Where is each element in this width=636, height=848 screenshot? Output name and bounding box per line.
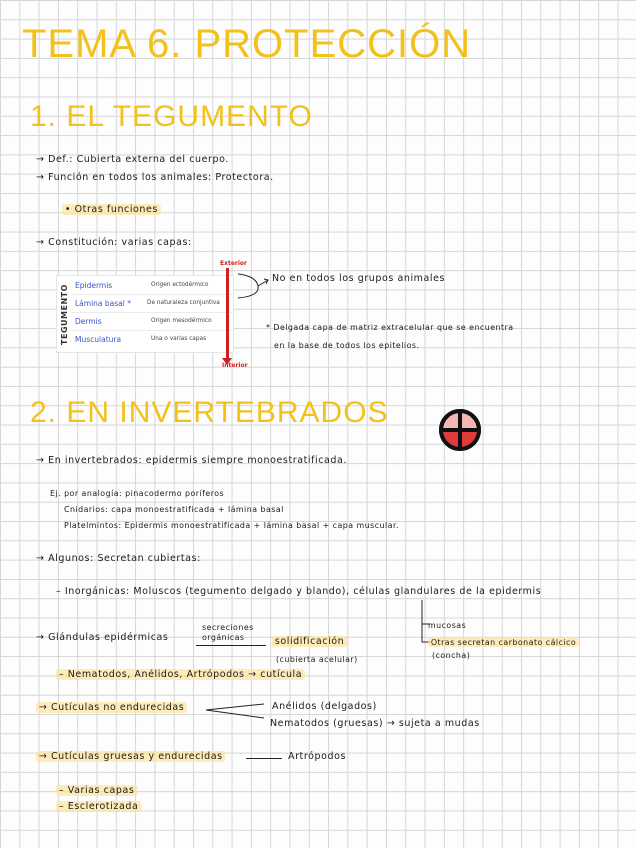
nematodos-line: – Nematodos, Anélidos, Artrópodos → cutícula [56,669,305,680]
nematodos: Nematodos (gruesas) → sujeta a mudas [270,718,480,729]
ej-line: Ej. por analogía: pinacodermo poríferos [50,488,225,498]
inorganicas-line: – Inorgánicas: Moluscos (tegumento delgado y blando), células glandulares de la epidermis [56,586,542,597]
table-row: Epidermis Origen ectodérmico [71,277,233,295]
split-arrow-icon [204,700,268,722]
platelmintos-line: Platelmintos: Epidermis monoestratificada + lámina basal + capa muscular. [64,520,399,530]
otras-funciones: • Otras funciones [62,204,161,215]
glandulas-line: → Glándulas epidérmicas [36,632,169,643]
solidificacion: solidificación [272,636,347,647]
table-row: Musculatura Una o varias capas [75,335,207,344]
otras-secretan: Otras secretan carbonato cálcico [428,637,579,647]
constitucion-line: → Constitución: varias capas: [36,237,192,248]
secreciones-label: secreciones [202,622,254,632]
tegumento-table [56,275,234,353]
table-row: Dermis Origen mesodérmico [71,313,233,331]
direction-bar [226,268,229,360]
mucosas: mucosas [428,620,467,630]
arrow-line [196,645,266,646]
concha: (concha) [432,650,471,660]
note-basal-1: * Delgada capa de matriz extracelular que se encuentra [266,322,514,332]
arrow-line [246,758,282,759]
section2-heading: 2. EN INVERTEBRADOS [30,396,389,429]
cubierta-acelular: (cubierta acelular) [276,654,358,664]
varias-capas: – Varias capas [56,785,137,796]
def-line: → Def.: Cubierta externa del cuerpo. [36,154,229,165]
tegumento-side-label: TEGUMENTO [59,283,69,345]
section1-heading: 1. EL TEGUMENTO [30,100,313,133]
interior-label: Interior [222,362,248,369]
cnidarios-line: Cnidarios: capa monoestratificada + lámina basal [64,504,284,514]
esclerotizada: – Esclerotizada [56,801,141,812]
funcion-line: → Función en todos los animales: Protectora. [36,172,274,183]
note-groups: No en todos los grupos animales [272,273,446,284]
exterior-label: Exterior [220,260,248,267]
artropodos: Artrópodos [288,751,346,762]
cuticulas-no-line: → Cutículas no endurecidas [36,702,187,713]
table-row: Lámina basal * De naturaleza conjuntiva [71,295,233,313]
brace-arrow-icon [236,272,270,302]
anelidos: Anélidos (delgados) [272,701,377,712]
note-basal-2: en la base de todos los epitelios. [274,340,420,350]
algunos-line: → Algunos: Secretan cubiertas: [36,553,201,564]
organicas-label: orgánicas [202,632,245,642]
page-title: TEMA 6. PROTECCIÓN [22,22,472,66]
cuticulas-gruesas-line: → Cutículas gruesas y endurecidas [36,751,225,762]
cross-circle-icon [438,408,482,452]
invertebrados-line: → En invertebrados: epidermis siempre monoestratificada. [36,455,348,466]
